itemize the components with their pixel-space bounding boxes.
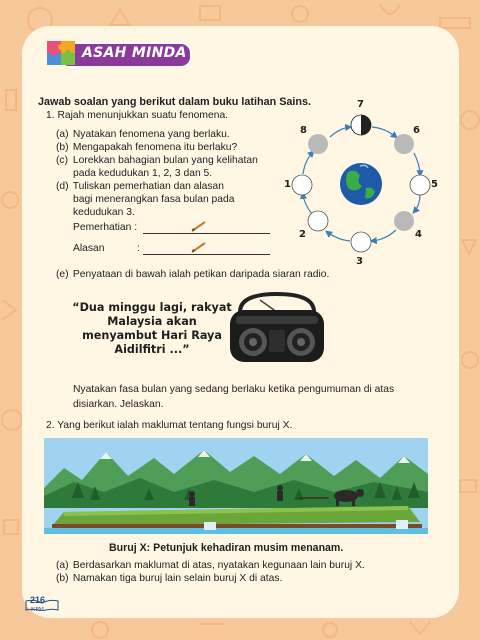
moon-1[interactable] [292, 175, 312, 195]
moon-8 [308, 134, 328, 154]
moon-7-shade [361, 115, 371, 135]
page-number: 216 [30, 595, 46, 605]
earth [340, 163, 382, 205]
question-1b-label: (b) [56, 142, 69, 153]
observation-answer-line[interactable] [143, 233, 270, 234]
reason-answer-line[interactable] [143, 254, 270, 255]
radio-quote: “Dua minggu lagi, rakyat Malaysia akan menyambut Hari Raya Aidilfitri ...” [72, 301, 232, 356]
position-7-label: 7 [357, 99, 364, 110]
publisher-mark: KPM [31, 607, 45, 613]
question-1d-label: (d) [56, 181, 69, 192]
moon-5[interactable] [410, 175, 430, 195]
question-1d-text-2: bagi menerangkan fasa bulan pada [73, 194, 235, 205]
question-2b-text: Namakan tiga buruj lain selain buruj X di atas. [72, 573, 283, 584]
question-1e-ask-1: Nyatakan fasa bulan yang sedang berlaku ketika pengumuman di atas [73, 384, 395, 395]
position-8-label: 8 [300, 125, 307, 136]
question-1b-text: Mengapakah fenomena itu berlaku? [72, 142, 238, 153]
banner-title: ASAH MINDA [82, 45, 187, 61]
question-1e [56, 268, 329, 281]
question-1c-label: (c) [56, 155, 69, 166]
question-2b-label: (b) [56, 573, 69, 584]
question-1a-text: Nyatakan fenomena yang berlaku. [72, 129, 230, 140]
position-5-label: 5 [431, 179, 438, 190]
question-1c-text: Lorekkan bahagian bulan yang kelihatan [72, 155, 258, 166]
position-1-label: 1 [284, 179, 291, 190]
question-1d-text-3: kedudukan 3. [73, 207, 135, 218]
reason-label: Alasan [73, 243, 105, 254]
question-1e-label: (e) [56, 269, 69, 280]
constellation-farming-scene [44, 438, 428, 534]
question-2a [56, 559, 365, 572]
scene-caption: Buruj X: Petunjuk kehadiran musim menanam. [109, 542, 344, 554]
question-1a [56, 128, 230, 141]
section-banner [44, 38, 192, 68]
question-1d-text: Tuliskan pemerhatian dan alasan [72, 181, 224, 192]
question-2a-text: Berdasarkan maklumat di atas, nyatakan kegunaan lain buruj X. [72, 560, 365, 571]
question-1e-ask-2: disiarkan. Jelaskan. [73, 399, 164, 410]
question-1d [56, 180, 224, 193]
question-2b [56, 572, 282, 585]
page-number-badge [24, 593, 60, 617]
question-1c [56, 154, 258, 167]
puzzle-icon [44, 38, 80, 68]
reason-colon: : [137, 243, 140, 254]
radio-icon [226, 290, 328, 366]
position-4-label: 4 [415, 229, 422, 240]
question-2: 2. Yang berikut ialah maklumat tentang fungsi buruj X. [46, 420, 293, 431]
question-1a-label: (a) [56, 129, 69, 140]
question-1b [56, 141, 237, 154]
moon-2[interactable] [308, 211, 328, 231]
moon-6 [394, 134, 414, 154]
position-6-label: 6 [413, 125, 420, 136]
observation-label: Pemerhatian : [73, 222, 138, 233]
moon-4 [394, 211, 414, 231]
position-2-label: 2 [299, 229, 306, 240]
instruction: Jawab soalan yang berikut dalam buku latihan Sains. [38, 96, 312, 108]
pencil-icon [190, 241, 208, 253]
question-1e-text: Penyataan di bawah ialah petikan daripada siaran radio. [72, 269, 330, 280]
question-1: 1. Rajah menunjukkan suatu fenomena. [46, 110, 229, 121]
pencil-icon [190, 220, 208, 232]
question-1c-text-2: pada kedudukan 1, 2, 3 dan 5. [73, 168, 213, 179]
moon-3[interactable] [351, 232, 371, 252]
position-3-label: 3 [356, 256, 363, 267]
question-2a-label: (a) [56, 560, 69, 571]
